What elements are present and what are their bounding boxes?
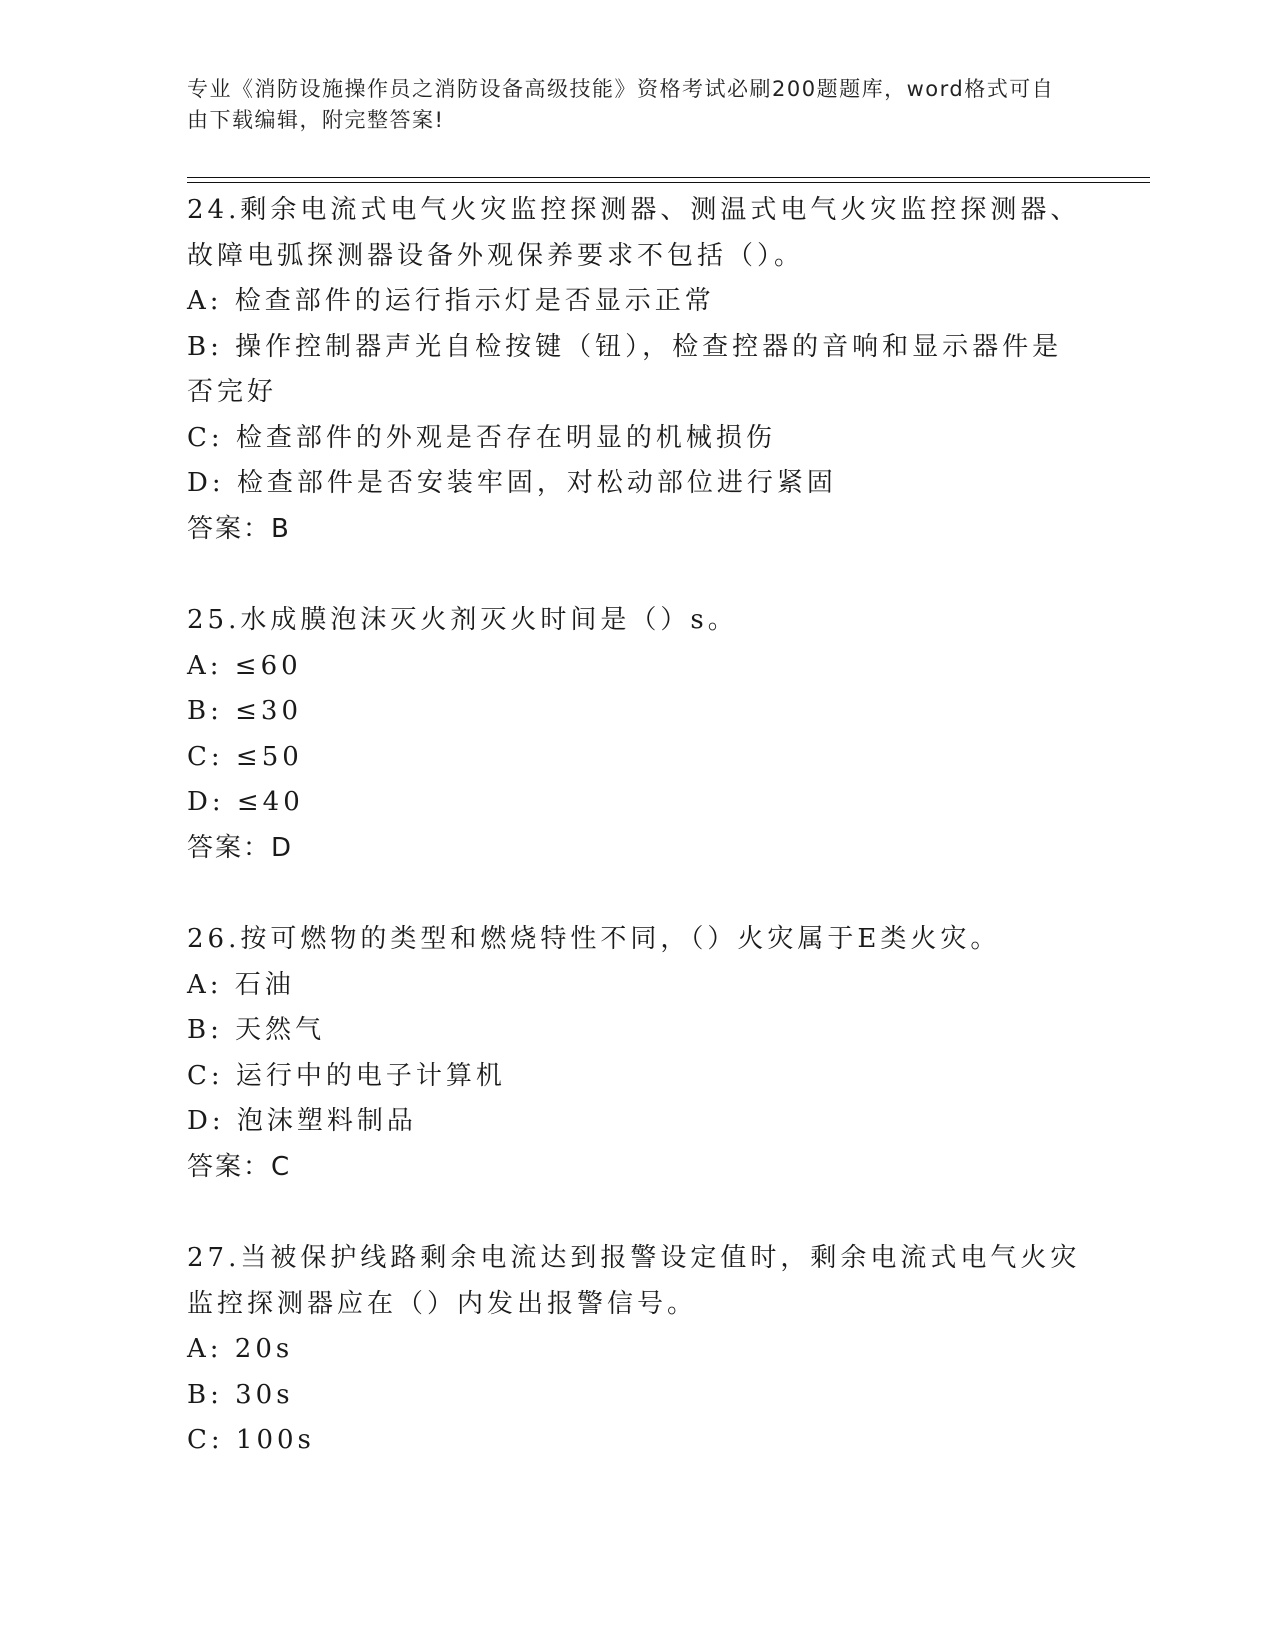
option-a: A: 石油 [187, 969, 295, 1000]
option-b: B: ≤30 [187, 696, 302, 726]
header-divider-bottom [187, 182, 1150, 183]
question-24 [187, 188, 1087, 552]
question-text: 25.水成膜泡沫灭火剂灭火时间是（）s。 [187, 605, 738, 635]
question-list [187, 188, 1087, 1464]
option-d: D: ≤40 [187, 787, 304, 817]
option-a: A: 检查部件的运行指示灯是否显示正常 [187, 286, 715, 316]
option-b: B: 操作控制器声光自检按键（钮），检查控器的音响和显示器件是否完好 [187, 331, 1063, 407]
question-text: 24.剩余电流式电气火灾监控探测器、测温式电气火灾监控探测器、故障电弧探测器设备外观保养要求不包括（）。 [187, 195, 1081, 271]
answer-text: 答案：C [187, 1151, 292, 1182]
option-b: B: 30s [187, 1379, 294, 1410]
option-d: D: 泡沫塑料制品 [187, 1106, 417, 1136]
answer-text: 答案：B [187, 513, 291, 544]
question-27 [187, 1236, 1087, 1464]
option-c: C: 检查部件的外观是否存在明显的机械损伤 [187, 422, 776, 453]
option-c: C: 100s [187, 1425, 315, 1455]
document-header: 专业《消防设施操作员之消防设备高级技能》资格考试必刷200题题库，word格式可自由下载编辑，附完整答案! [187, 77, 1055, 132]
option-c: C: 运行中的电子计算机 [187, 1060, 506, 1091]
option-a: A: 20s [187, 1334, 294, 1364]
question-text: 27.当被保护线路剩余电流达到报警设定值时，剩余电流式电气火灾监控探测器应在（）内发出报警信号。 [187, 1243, 1081, 1319]
question-26 [187, 917, 1087, 1190]
question-text: 26.按可燃物的类型和燃烧特性不同，（）火灾属于E类火灾。 [187, 924, 1001, 954]
option-d: D: 检查部件是否安装牢固，对松动部位进行紧固 [187, 468, 837, 498]
option-b: B: 天然气 [187, 1015, 326, 1045]
option-c: C: ≤50 [187, 741, 303, 772]
header-divider-top [187, 177, 1150, 178]
question-25 [187, 598, 1087, 871]
option-a: A: ≤60 [187, 650, 302, 681]
answer-text: 答案：D [187, 832, 294, 863]
